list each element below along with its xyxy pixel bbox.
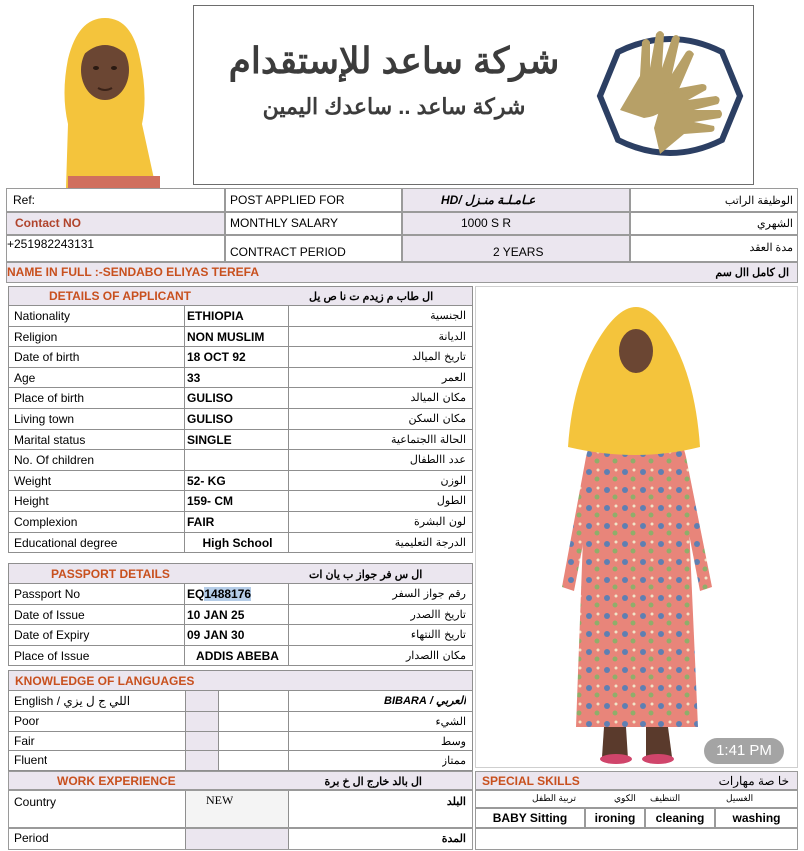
- detail-label-ar: تاريخ الميالد: [412, 350, 466, 364]
- language-level-label: Fluent: [14, 753, 48, 768]
- detail-row: [8, 512, 473, 533]
- skills-empty-row: [475, 828, 798, 850]
- detail-label: Place of birth: [9, 388, 185, 408]
- english-label: English / اللي ج ل يزي: [14, 694, 131, 708]
- portrait-illustration: [6, 4, 186, 188]
- skills-row: [475, 808, 798, 828]
- full-body-photo: [475, 286, 798, 768]
- skill-ar-3: الكوي: [614, 793, 636, 803]
- detail-label: Marital status: [9, 430, 185, 450]
- english-box: [185, 691, 219, 711]
- skills-title-ar: خا صة مهارات: [718, 774, 789, 788]
- post-label-cell: [225, 188, 402, 212]
- contract-ar: مدة العقد: [749, 242, 793, 254]
- contact-value-cell: [6, 235, 225, 262]
- country-row: [8, 790, 473, 828]
- full-name-ar: ال كامل اال سم: [715, 267, 789, 279]
- portrait-photo: [6, 4, 186, 188]
- detail-value: NON MUSLIM: [185, 327, 289, 347]
- passport-title: PASSPORT DETAILS: [51, 567, 170, 581]
- passport-label: Date of Issue: [9, 605, 185, 625]
- english-level-box-2: [219, 712, 289, 731]
- salary-ar: الشهري: [757, 218, 793, 230]
- passport-value: ADDIS ABEBA: [185, 646, 289, 666]
- passport-no-prefix: EQ: [187, 587, 205, 601]
- detail-row: [8, 430, 473, 451]
- detail-label-ar: الديانة: [438, 329, 466, 343]
- language-level-row: [8, 751, 473, 771]
- ref-label: Ref:: [13, 193, 36, 207]
- passport-label-ar: تاريخ االصدر: [410, 607, 466, 621]
- salary-label-cell: [225, 212, 402, 235]
- detail-label-ar: الوزن: [440, 473, 466, 487]
- detail-row: [8, 533, 473, 554]
- detail-row: [8, 306, 473, 327]
- detail-row: [8, 388, 473, 409]
- detail-value: ETHIOPIA: [185, 306, 289, 326]
- detail-row: [8, 368, 473, 389]
- work-header: [8, 771, 473, 790]
- english-level-box-2: [219, 732, 289, 751]
- detail-value: GULISO: [185, 388, 289, 408]
- post-value-cell: [402, 188, 630, 212]
- period-ar: المدة: [441, 833, 466, 845]
- detail-label-ar: الدرجة التعليمية: [394, 535, 466, 549]
- detail-value: 159- CM: [185, 491, 289, 511]
- salary-value-cell: [402, 212, 630, 235]
- detail-label: No. Of children: [9, 450, 185, 470]
- passport-row: [8, 605, 473, 626]
- english-level-box: [185, 732, 219, 751]
- passport-header: [8, 563, 473, 584]
- detail-label-ar: عدد االطفال: [409, 453, 466, 467]
- post-ar-cell: [630, 188, 798, 212]
- language-level-row: [8, 712, 473, 732]
- full-body-illustration: [476, 287, 797, 767]
- detail-label: Nationality: [9, 306, 185, 326]
- salary-ar-cell: [630, 212, 798, 235]
- detail-row: [8, 409, 473, 430]
- detail-value: [185, 450, 289, 470]
- passport-no-row: [8, 584, 473, 605]
- ref-cell: [6, 188, 225, 212]
- language-level-ar: وسط: [441, 734, 466, 748]
- country-value: NEW: [206, 793, 234, 807]
- detail-label: Educational degree: [9, 533, 185, 553]
- post-label: POST APPLIED FOR: [230, 193, 345, 207]
- details-title-ar: ال طاب م زيدم ت نا ص يل: [309, 291, 434, 303]
- post-ar: الوظيفة الراتب: [724, 195, 793, 207]
- period-value-cell: [185, 829, 289, 849]
- details-header: [8, 286, 473, 306]
- post-value: HD/ عـامـلـة منـزل: [441, 193, 536, 207]
- detail-value: SINGLE: [185, 430, 289, 450]
- languages-header: [8, 670, 473, 691]
- detail-value: FAIR: [185, 512, 289, 532]
- contract-label-cell: [225, 235, 402, 262]
- contract-value-cell: [402, 235, 630, 262]
- company-logo: [590, 18, 750, 174]
- passport-row: [8, 625, 473, 646]
- work-title: WORK EXPERIENCE: [57, 774, 176, 788]
- english-level-box: [185, 712, 219, 731]
- detail-value: 18 OCT 92: [185, 347, 289, 367]
- detail-label: Religion: [9, 327, 185, 347]
- salary-value: 1000 S R: [461, 216, 512, 230]
- period-row: [8, 828, 473, 850]
- detail-label-ar: لون البشرة: [414, 515, 466, 528]
- skill-ar-4: تربية الطفل: [532, 793, 577, 803]
- language-level-label: Poor: [14, 714, 40, 728]
- detail-label: Living town: [9, 409, 185, 429]
- photo-timestamp: 1:41 PM: [704, 738, 784, 764]
- details-title: DETAILS OF APPLICANT: [49, 289, 191, 303]
- skill-cleaning: cleaning: [645, 808, 715, 828]
- passport-no-highlight: 1488176: [204, 587, 252, 601]
- detail-value: 52- KG: [185, 471, 289, 491]
- company-slogan: شركة ساعد .. ساعدك اليمين: [262, 94, 526, 119]
- skill-baby-sitting: BABY Sitting: [475, 808, 585, 828]
- contract-ar-cell: [630, 235, 798, 262]
- name-bar: [6, 262, 798, 283]
- passport-label-ar: تاريخ االنتهاء: [410, 628, 466, 642]
- passport-label: Date of Expiry: [9, 625, 185, 645]
- detail-label: Height: [9, 491, 185, 511]
- hands-logo-icon: [590, 18, 750, 174]
- detail-label: Age: [9, 368, 185, 388]
- detail-value: 33: [185, 368, 289, 388]
- contact-label: Contact NO: [15, 216, 81, 230]
- language-title-row: [8, 691, 473, 712]
- contact-label-cell: [6, 212, 225, 235]
- passport-no-ar: رقم جواز السفر: [392, 587, 466, 600]
- detail-value: GULISO: [185, 409, 289, 429]
- country-ar: البلد: [446, 796, 466, 808]
- arabic-label: العربي / BIBARA: [384, 695, 466, 707]
- detail-label-ar: مكان السكن: [408, 412, 466, 425]
- skill-ar-2: التنظيف: [650, 793, 681, 803]
- skill-ar-1: الغسيل: [726, 793, 754, 803]
- detail-row: [8, 450, 473, 471]
- detail-label: Weight: [9, 471, 185, 491]
- language-level-ar: ممتاز: [441, 754, 466, 768]
- detail-label-ar: الجنسية: [430, 309, 466, 322]
- passport-no-label: Passport No: [9, 584, 185, 604]
- passport-no-value: [185, 584, 289, 604]
- detail-row: [8, 491, 473, 512]
- salary-label: MONTHLY SALARY: [230, 216, 339, 230]
- language-level-ar: الشيء: [435, 715, 466, 728]
- contact-value: +251982243131: [7, 237, 95, 251]
- detail-row: [8, 471, 473, 492]
- country-value-cell: [185, 791, 289, 827]
- detail-label-ar: الطول: [436, 494, 466, 508]
- english-level-box-2: [219, 751, 289, 770]
- passport-value: 10 JAN 25: [185, 605, 289, 625]
- full-name: NAME IN FULL :-SENDABO ELIYAS TEREFA: [7, 265, 260, 279]
- company-banner: [193, 5, 754, 185]
- passport-label-ar: مكان االصدار: [405, 648, 466, 662]
- country-label: Country: [14, 795, 57, 809]
- detail-row: [8, 347, 473, 368]
- skill-ironing: ironing: [585, 808, 645, 828]
- detail-label-ar: العمر: [441, 370, 466, 384]
- skills-ar-row: [475, 790, 798, 808]
- english-level-box: [185, 751, 219, 770]
- detail-row: [8, 327, 473, 348]
- languages-title: KNOWLEDGE OF LANGUAGES: [15, 674, 195, 688]
- passport-value: 09 JAN 30: [185, 625, 289, 645]
- skills-title: SPECIAL SKILLS: [482, 774, 580, 788]
- skill-washing: washing: [715, 808, 798, 828]
- passport-label: Place of Issue: [9, 646, 185, 666]
- english-box-2: [219, 691, 289, 711]
- company-name: شركة ساعد للإستقدام: [228, 40, 560, 81]
- contract-label: CONTRACT PERIOD: [230, 245, 346, 259]
- skills-header: [475, 771, 798, 790]
- passport-title-ar: ال س فر جواز ب يان ات: [309, 569, 423, 581]
- period-label: Period: [14, 831, 49, 845]
- language-level-label: Fair: [14, 733, 35, 748]
- language-level-row: [8, 732, 473, 752]
- detail-label: Date of birth: [9, 347, 185, 367]
- detail-label-ar: مكان الميالد: [410, 391, 466, 405]
- detail-value: High School: [185, 533, 289, 553]
- passport-row: [8, 646, 473, 667]
- detail-label-ar: الحالة االجتماعية: [391, 432, 466, 446]
- work-title-ar: ال بالد خارج ال خ برة: [324, 776, 422, 788]
- detail-label: Complexion: [9, 512, 185, 532]
- contract-value: 2 YEARS: [493, 245, 544, 259]
